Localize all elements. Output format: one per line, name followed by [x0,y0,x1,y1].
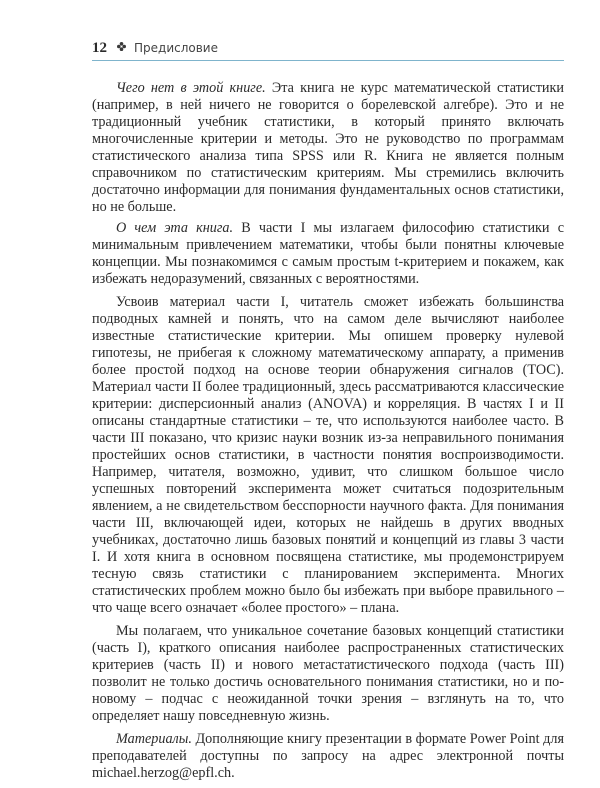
paragraph-text: В части I мы излагаем философию статистики с минимальным привлечением математики, чтобы были понятны ключевые концепции. Мы познакомимся с самым простым t-критерием и покажем, как избежать недоразумений, связанных с вероятностями. [92,220,564,287]
paragraph [92,623,564,725]
section-title: Предисловие [134,41,218,55]
paragraph-lead: Чего нет в этой книге. [116,80,266,96]
paragraph-lead: Материалы. [116,731,192,747]
paragraph [92,294,564,617]
paragraph-text: Усвоив материал части I, читатель сможет избежать большинства подводных камней и понять, что на самом деле вычисляют наиболее известные статистические критерии. Мы опишем проверку нулевой гипотезы, не прибегая к сложному математическому аппарату, а применив более простой подход на основе теории обнаружения сигналов (ТОС). Материал части II более традиционный, здесь рассматриваются классические критерии: дисперсионный анализ (ANOVA) и корреляция. В частях I и II описаны стандартные статистики – те, что используются наиболее часто. В части III показано, что кризис науки возник из-за неправильного понимания простейших основ статистики, в частности понятия воспроизводимости. Например, читателя, возможно, удивит, что слишком большое число успешных повторений эксперимента может считаться подозрительным явлением, а не свидетельством бесспорности научного факта. Для понимания части III, включающей идеи, которых не найдешь в других вводных учебниках, достаточно лишь базовых понятий и концепций из главы 3 части I. И хотя книга в основном посвящена статистике, мы продемонстрируем тесную связь статистики с планированием эксперимента. Многих статистических проблем можно было бы избежать при выборе правильного – что чаще всего означает «более простого» – плана. [92,294,564,616]
header-rule [92,60,564,61]
paragraph-text: Эта книга не курс математической статистики (например, в ней ничего не говорится о борелевской алгебре). Это и не традиционный учебник статистики, в который принято включать многочисленные критерии и методы. Это не руководство по программам статистического анализа типа SPSS или R. Книга не является полным справочником по статистическим критериям. Мы стремились включить достаточно информации для понимания фундаментальных основ статистики, но не больше. [92,80,565,215]
running-header [92,40,218,57]
paragraph [92,80,564,216]
paragraph-text: Мы полагаем, что уникальное сочетание базовых концепций статистики (часть I), краткого описания наиболее распространенных статистических критериев (часть II) и нового метастатистического подхода (часть III) позволит не только достичь основательного понимания статистики, но и по-новому – подчас с неожиданной точки зрения – взглянуть на то, что определяет нашу повседневную жизнь. [92,623,564,724]
paragraph-lead: О чем эта книга. [116,220,234,236]
paragraph [92,220,564,288]
body-text [92,80,564,788]
paragraph-text: Дополняющие книгу презентации в формате Power Point для преподавателей доступны по запросу на адрес электронной почты michael.herzog@epfl.ch. [92,731,564,781]
paragraph [92,731,564,782]
page-number: 12 [92,40,107,56]
fleuron-icon [117,42,126,51]
